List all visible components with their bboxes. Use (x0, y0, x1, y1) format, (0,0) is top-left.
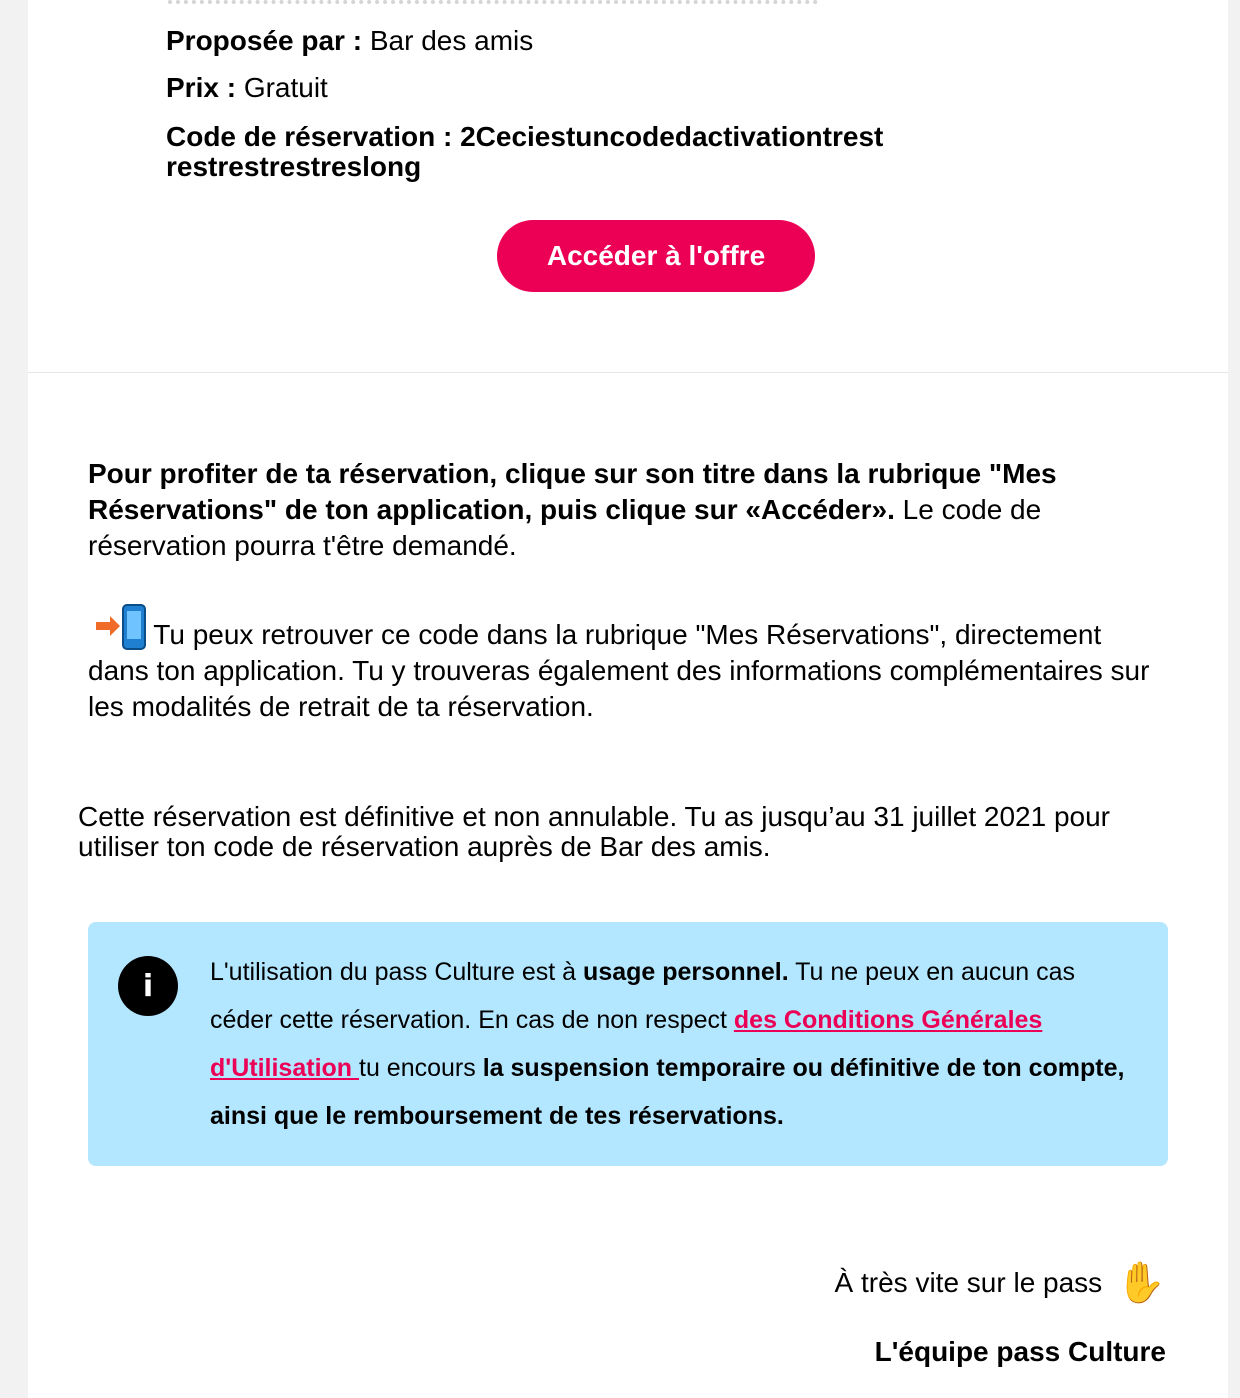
truncated-text-line (168, 0, 818, 10)
access-offer-button[interactable]: Accéder à l'offre (497, 220, 815, 292)
personal-use-notice (88, 922, 1168, 1166)
price-value: Gratuit (243, 72, 328, 103)
final-notice: Cette réservation est définitive et non annulable. Tu as jusqu’au 31 juillet 2021 pour utiliser ton code de réservation auprès de Bar des amis. (78, 801, 1111, 862)
info-text-3: tu encours (359, 1054, 483, 1082)
proposed-by-label: Proposée par : (166, 25, 363, 56)
instructions-bold: Pour profiter de ta réservation, clique sur son titre dans la rubrique "Mes Réservations" de ton application, puis clique sur «Accéder». (88, 458, 1057, 525)
booking-code-label: Code de réservation : (166, 121, 453, 152)
terms-link[interactable]: des Conditions Générales d'Utilisation (210, 1006, 1043, 1082)
info-text-1: L'utilisation du pass Culture est à (210, 958, 584, 986)
instructions-normal: Le code de réservation pourra t'être demandé. (88, 494, 1042, 561)
signoff-text: À très vite sur le pass (834, 1267, 1103, 1298)
proposed-by-value: Bar des amis (369, 25, 534, 56)
arrow-phone-icon (88, 604, 146, 650)
instructions-paragraph (88, 456, 1158, 564)
retrieve-paragraph (88, 604, 1158, 725)
offer-card (28, 0, 1228, 372)
price-label: Prix : (166, 72, 237, 103)
personal-use-text (210, 948, 1130, 1140)
info-bold-2: la suspension temporaire ou définitive de ton compte, ainsi que le remboursement de tes réservations. (210, 1054, 1125, 1130)
price-row (166, 72, 328, 104)
info-text-2: Tu ne peux en aucun cas céder cette réservation. En cas de non respect (210, 958, 1075, 1034)
waving-hand-icon: ✋ (1116, 1260, 1166, 1306)
booking-code-value-2: restrestrestreslong (166, 151, 422, 182)
booking-code-row (166, 122, 966, 182)
team-signature: L'équipe pass Culture (874, 1336, 1166, 1367)
proposed-by-row (166, 25, 533, 57)
info-bold-1: usage personnel. (583, 958, 789, 986)
signoff-line (835, 1258, 1166, 1308)
info-icon: i (118, 956, 178, 1016)
booking-code-value-1: 2Ceciestuncodedactivationtrest (460, 121, 884, 152)
retrieve-text: Tu peux retrouver ce code dans la rubrique "Mes Réservations", directement dans ton application. Tu y trouveras également des informations complémentaires sur les modalités de retrait de ta réservation. (88, 619, 1150, 722)
